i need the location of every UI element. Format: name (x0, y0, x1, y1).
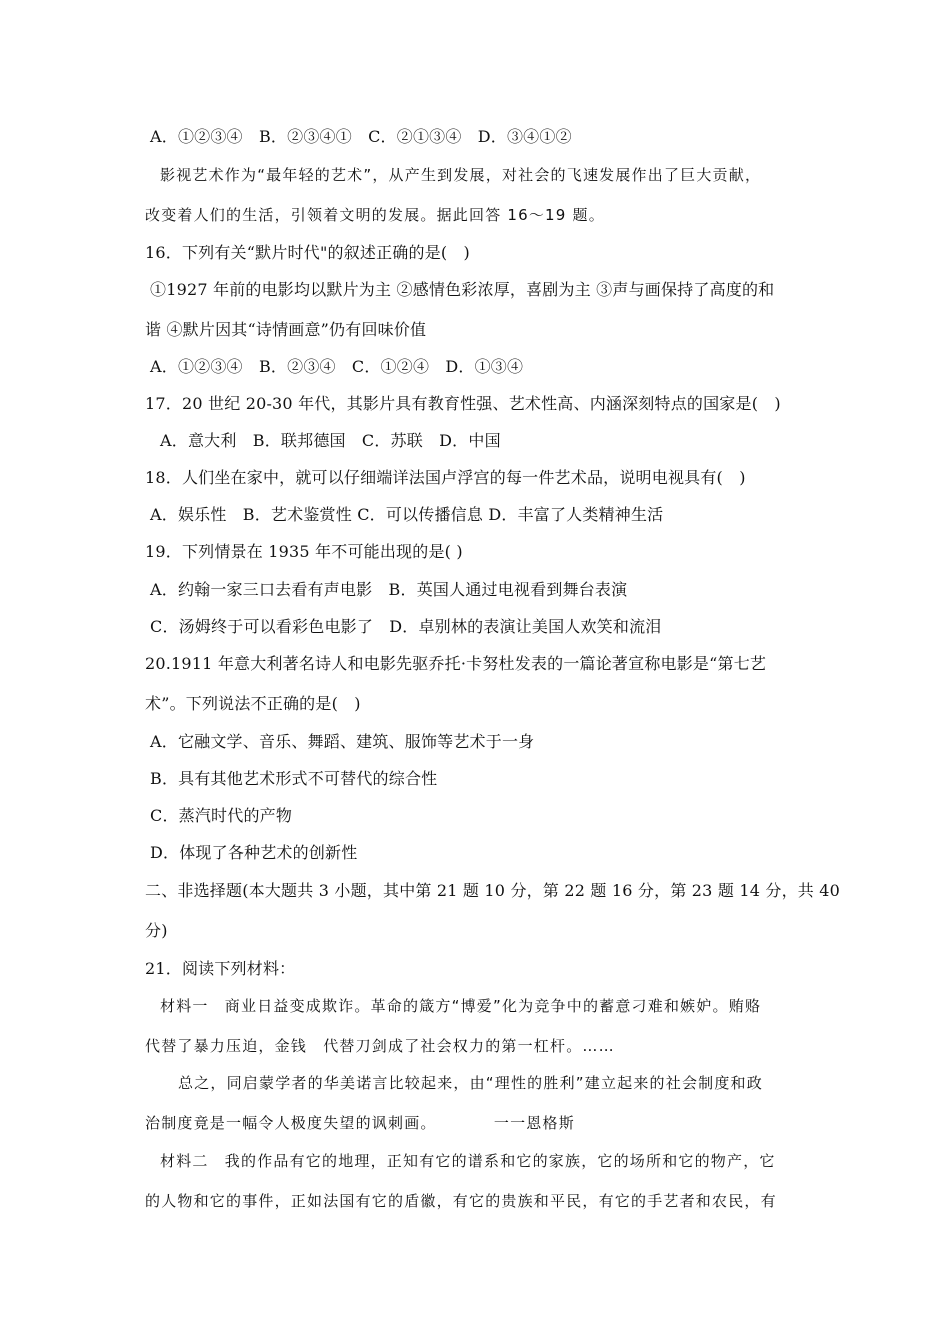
material-two-line-1: 材料二 我的作品有它的地理，正知有它的谱系和它的家族，它的场所和它的物产，它 (160, 1152, 776, 1170)
q19-options-line-1: A．约翰一家三口去看有声电影 B．英国人通过电视看到舞台表演 (150, 580, 628, 599)
q20-stem-line-1: 20.1911 年意大利著名诗人和电影先驱乔托·卡努杜发表的一篇论著宣称电影是“第七艺 (145, 654, 767, 673)
q16-statements-line-1: ①1927 年前的电影均以默片为主 ②感情色彩浓厚，喜剧为主 ③声与画保持了高度的和 (150, 280, 775, 299)
passage-intro-line-1: 影视艺术作为“最年轻的艺术”，从产生到发展，对社会的飞速发展作出了巨大贡献， (160, 166, 762, 184)
q16-stem: 16．下列有关“默片时代"的叙述正确的是( ) (145, 243, 470, 262)
q20-option-d: D．体现了各种艺术的创新性 (150, 843, 358, 862)
q20-option-b: B．具有其他艺术形式不可替代的综合性 (150, 769, 438, 788)
section-two-heading-line-2: 分) (145, 921, 168, 940)
q18-options: A．娱乐性 B．艺术鉴赏性 C．可以传播信息 D．丰富了人类精神生活 (150, 505, 664, 524)
q19-options-line-2: C．汤姆终于可以看彩色电影了 D．卓别林的表演让美国人欢笑和流泪 (150, 617, 662, 636)
material-one-line-2: 代替了暴力压迫，金钱 代替刀剑成了社会权力的第一杠杆。…… (145, 1037, 615, 1055)
q20-option-c: C．蒸汽时代的产物 (150, 806, 293, 825)
q20-stem-line-2: 术”。下列说法不正确的是( ) (145, 694, 361, 713)
material-one-line-3: 总之，同启蒙学者的华美诺言比较起来，由“理性的胜利”建立起来的社会制度和政 (178, 1074, 763, 1092)
q16-statements-line-2: 谐 ④默片因其“诗情画意”仍有回味价值 (145, 320, 427, 339)
q18-stem: 18．人们坐在家中，就可以仔细端详法国卢浮宫的每一件艺术品，说明电视具有( ) (145, 468, 746, 487)
q21-stem: 21．阅读下列材料： (145, 959, 296, 978)
q15-options: A．①②③④ B．②③④① C．②①③④ D．③④①② (150, 127, 572, 146)
q19-stem: 19．下列情景在 1935 年不可能出现的是( ) (145, 542, 463, 561)
material-one-line-4: 治制度竟是一幅令人极度失望的讽刺画。 一一恩格斯 (145, 1114, 575, 1132)
q17-stem: 17．20 世纪 20-30 年代，其影片具有教育性强、艺术性高、内涵深刻特点的国家是( ) (145, 394, 781, 413)
q20-option-a: A．它融文学、音乐、舞蹈、建筑、服饰等艺术于一身 (150, 732, 535, 751)
passage-intro-line-2: 改变着人们的生活，引领着文明的发展。据此回答 16～19 题。 (145, 206, 605, 224)
material-one-line-1: 材料一 商业日益变成欺诈。革命的箴方“博爱”化为竞争中的蓄意刁难和嫉妒。贿赂 (160, 997, 762, 1015)
material-two-line-2: 的人物和它的事件，正如法国有它的盾徽，有它的贵族和平民，有它的手艺者和农民，有 (145, 1192, 777, 1210)
q16-options: A．①②③④ B．②③④ C．①②④ D．①③④ (150, 357, 524, 376)
section-two-heading-line-1: 二、非选择题(本大题共 3 小题，其中第 21 题 10 分，第 22 题 16 分，第 23 题 14 分，共 40 (145, 881, 841, 900)
q17-options: A．意大利 B．联邦德国 C．苏联 D．中国 (160, 431, 501, 450)
